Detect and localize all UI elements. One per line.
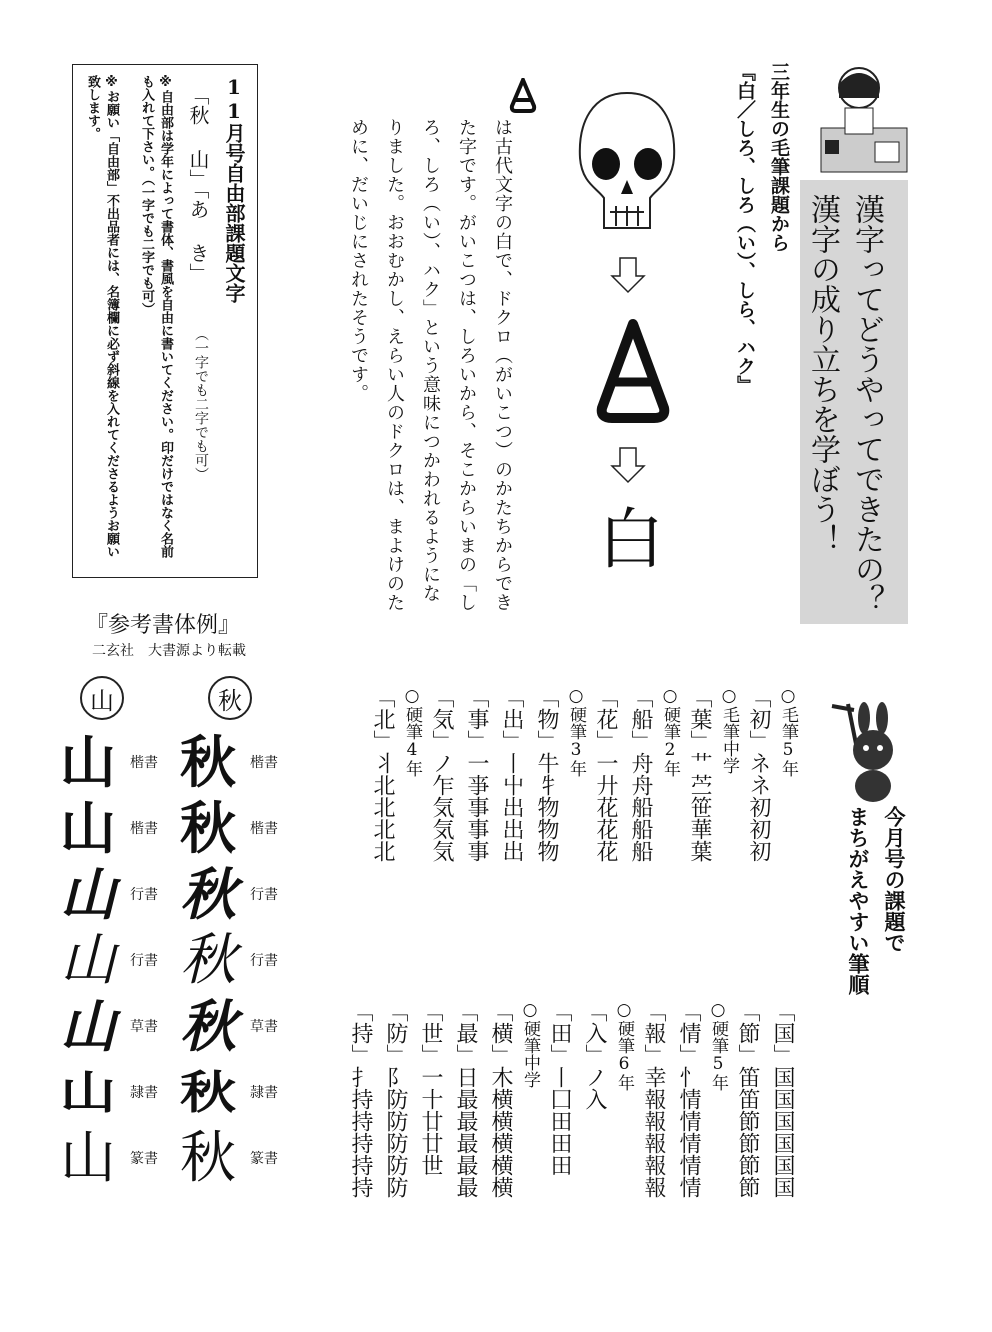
aki-reisho <box>180 1060 300 1126</box>
stroke-row <box>448 1000 483 1300</box>
style-label: 楷書 <box>130 821 158 837</box>
aki-gyosho-1 <box>180 862 300 928</box>
style-label: 楷書 <box>130 755 158 771</box>
style-label: 行書 <box>130 887 158 903</box>
yama-glyph: 山 <box>60 862 116 928</box>
aki-glyph: 秋 <box>180 796 236 862</box>
stroke-row <box>529 686 564 986</box>
lesson-subject: 『白／しろ、しろ（い）、しら、ハク』 <box>734 62 756 395</box>
stroke-target-char: 「報」 <box>641 1000 666 1066</box>
stroke-target-char: 「事」 <box>464 686 489 752</box>
stroke-row <box>588 686 623 986</box>
stroke-row <box>424 686 459 986</box>
stroke-row <box>623 686 658 986</box>
aki-kaisho-1 <box>180 730 300 796</box>
style-label: 篆書 <box>130 1151 158 1167</box>
style-label: 行書 <box>130 953 158 969</box>
stroke-target-char: 「物」 <box>534 686 559 752</box>
down-arrow-icon <box>610 256 646 294</box>
style-label: 篆書 <box>250 1151 278 1167</box>
down-arrow-icon <box>610 446 646 484</box>
lesson-heading <box>728 62 796 462</box>
stroke-order-bottom <box>343 1000 800 1300</box>
group-heading: ○硬筆5年 <box>708 1000 728 1091</box>
stroke-sequence: ネネ初初初 <box>746 752 771 862</box>
skull-image <box>572 88 682 238</box>
stroke-target-char: 「初」 <box>746 686 771 752</box>
stroke-target-char: 「横」 <box>488 1000 513 1066</box>
yama-glyph: 山 <box>60 1066 116 1120</box>
group-heading: ○硬筆3年 <box>566 686 586 777</box>
stroke-target-char: 「入」 <box>582 1000 607 1066</box>
yama-glyph: 山 <box>60 1126 116 1191</box>
yama-glyph: 山 <box>60 796 116 862</box>
reference-yama-circle <box>80 676 124 720</box>
assignment-box <box>72 64 258 578</box>
stroke-row <box>542 1000 577 1300</box>
group-heading: ○硬筆6年 <box>614 1000 634 1091</box>
stroke-row <box>365 686 400 986</box>
stroke-sequence: ノ入 <box>582 1066 607 1110</box>
assignment-note-2: ※お願い「自由部」不出品者には、名簿欄に必ず斜線を入れてくださるようお願い致します。 <box>85 75 119 558</box>
stroke-target-char: 「花」 <box>593 686 618 752</box>
stroke-target-char: 「出」 <box>499 686 524 752</box>
assignment-chars: 「秋 山」「あ き」 <box>186 85 210 283</box>
aki-glyph: 秋 <box>180 928 236 993</box>
stroke-sequence: 丨屮出出出 <box>499 752 524 862</box>
rabbit-illustration <box>828 700 908 804</box>
stroke-target-char: 「節」 <box>735 1000 760 1066</box>
style-label: 楷書 <box>250 755 278 771</box>
style-label: 隷書 <box>130 1085 158 1101</box>
style-label: 行書 <box>250 953 278 969</box>
style-label: 楷書 <box>250 821 278 837</box>
aki-kaisho-2 <box>180 796 300 862</box>
style-label: 草書 <box>130 1019 158 1035</box>
stroke-sequence: 阝防防防防防 <box>383 1066 408 1198</box>
stroke-row <box>730 1000 765 1300</box>
stroke-target-char: 「北」 <box>370 686 395 752</box>
stroke-target-char: 「気」 <box>429 686 454 752</box>
stroke-row <box>765 1000 800 1300</box>
stroke-sequence: 舟舟船船船 <box>628 752 653 862</box>
yama-glyph: 山 <box>60 994 116 1060</box>
ancient-character-image <box>590 318 676 426</box>
reference-aki-label: 秋 <box>208 676 252 720</box>
aki-sosho <box>180 994 300 1060</box>
group-heading: ○毛筆5年 <box>778 686 798 777</box>
stroke-row <box>483 1000 518 1300</box>
stroke-sequence: 艹苎笹華葉 <box>687 752 712 862</box>
stroke-row <box>494 686 529 986</box>
girl-calligraphy-illustration <box>815 58 911 176</box>
lesson-heading-text: 三年生の毛筆課題から <box>768 62 790 252</box>
stroke-sequence: 丨囗田田田 <box>547 1066 572 1176</box>
stroke-row <box>343 1000 378 1300</box>
yama-style-column <box>60 730 180 1192</box>
stroke-target-char: 「葉」 <box>687 686 712 752</box>
reference-yama-label: 山 <box>80 676 124 720</box>
aki-glyph: 秋 <box>180 730 236 796</box>
yama-glyph: 山 <box>60 730 116 796</box>
yama-glyph: 山 <box>60 928 116 993</box>
aki-glyph: 秋 <box>180 994 236 1060</box>
style-label: 草書 <box>250 1019 278 1035</box>
group-heading: ○硬筆4年 <box>402 686 422 777</box>
group-heading: ○硬筆2年 <box>660 686 680 777</box>
stroke-row <box>378 1000 413 1300</box>
style-label: 隷書 <box>250 1085 278 1101</box>
stroke-sequence: 扌持持持持持 <box>348 1066 373 1198</box>
assignment-note-1: ※自由部は学年によって書体、書風を自由に書いてください。印だけではなく名前も入れて下さい。（一字でも二字でも可） <box>139 75 173 558</box>
stroke-row <box>413 1000 448 1300</box>
aki-style-column <box>180 730 300 1192</box>
style-label: 行書 <box>250 887 278 903</box>
stroke-sequence: 幸報報報報報 <box>641 1066 666 1198</box>
stroke-row <box>459 686 494 986</box>
aki-glyph: 秋 <box>180 862 236 928</box>
stroke-row <box>682 686 717 986</box>
title-line-2: 漢字の成り立ちを学ぼう！ <box>805 194 840 554</box>
page-title <box>800 180 902 614</box>
stroke-sequence: 一廾花花花 <box>593 752 618 862</box>
title-line-1: 漢字ってどうやってできたの？ <box>849 194 884 614</box>
yama-gyosho-1 <box>60 862 180 928</box>
stroke-row <box>577 1000 612 1300</box>
title-box <box>800 180 908 624</box>
stroke-target-char: 「田」 <box>547 1000 572 1066</box>
stroke-title-line-1: 今月号の課題で <box>882 806 906 953</box>
stroke-target-char: 「持」 <box>348 1000 373 1066</box>
stroke-title-line-2: まちがえやすい筆順 <box>846 806 870 995</box>
yama-kaisho-2 <box>60 796 180 862</box>
stroke-sequence: ノ乍気気気 <box>429 752 454 862</box>
stroke-sequence: 牛牜物物物 <box>534 752 559 862</box>
stroke-sequence: 笛笛節節節節 <box>735 1066 760 1198</box>
stroke-order-top <box>365 686 800 986</box>
yama-gyosho-2 <box>60 928 180 994</box>
yama-tensho <box>60 1126 180 1192</box>
stroke-sequence: 国国国国国国 <box>770 1066 795 1198</box>
aki-glyph: 秋 <box>180 1126 236 1191</box>
ancient-character-small-image <box>508 78 538 114</box>
aki-tensho <box>180 1126 300 1192</box>
stroke-target-char: 「船」 <box>628 686 653 752</box>
stroke-order-title <box>840 806 912 1166</box>
aki-glyph: 秋 <box>180 1066 236 1120</box>
reference-aki-circle <box>208 676 252 720</box>
reference-title: 『参考書体例』 <box>86 613 241 638</box>
stroke-row <box>671 1000 706 1300</box>
stroke-sequence: 忄情情情情情 <box>676 1066 701 1198</box>
stroke-sequence: 一亊事事事 <box>464 752 489 862</box>
stroke-row <box>636 1000 671 1300</box>
stroke-sequence: 木横横横横横 <box>488 1066 513 1198</box>
yama-sosho <box>60 994 180 1060</box>
assignment-note-small: （一字でも二字でも可） <box>193 327 209 481</box>
assignment-heading: 11月号自由部課題文字 <box>222 75 246 303</box>
stroke-target-char: 「国」 <box>770 1000 795 1066</box>
yama-reisho <box>60 1060 180 1126</box>
modern-character: 白 <box>598 501 664 578</box>
group-heading: ○硬筆中学 <box>520 1000 540 1088</box>
stroke-target-char: 「情」 <box>676 1000 701 1066</box>
stroke-sequence: 一十廿廿世 <box>418 1066 443 1176</box>
yama-kaisho-1 <box>60 730 180 796</box>
stroke-target-char: 「最」 <box>453 1000 478 1066</box>
aki-gyosho-2 <box>180 928 300 994</box>
stroke-target-char: 「防」 <box>383 1000 408 1066</box>
stroke-sequence: 日最最最最最 <box>453 1066 478 1198</box>
group-heading: ○毛筆中学 <box>719 686 739 774</box>
reference-source: 二玄社 大書源より転載 <box>92 643 246 659</box>
stroke-sequence: 丬北北北北 <box>370 752 395 862</box>
explanation-text: は古代文字の白で、ドクロ（がいこつ）のかたちからできた字です。がいこつは、しろいから、そこからいまの「しろ、しろ（い）、ハク」という意味につかわれるようになりました。おおむかし、えらい人のドクロは、まよけのために、だいじにされたそうです。 <box>348 118 513 612</box>
stroke-row <box>741 686 776 986</box>
stroke-target-char: 「世」 <box>418 1000 443 1066</box>
